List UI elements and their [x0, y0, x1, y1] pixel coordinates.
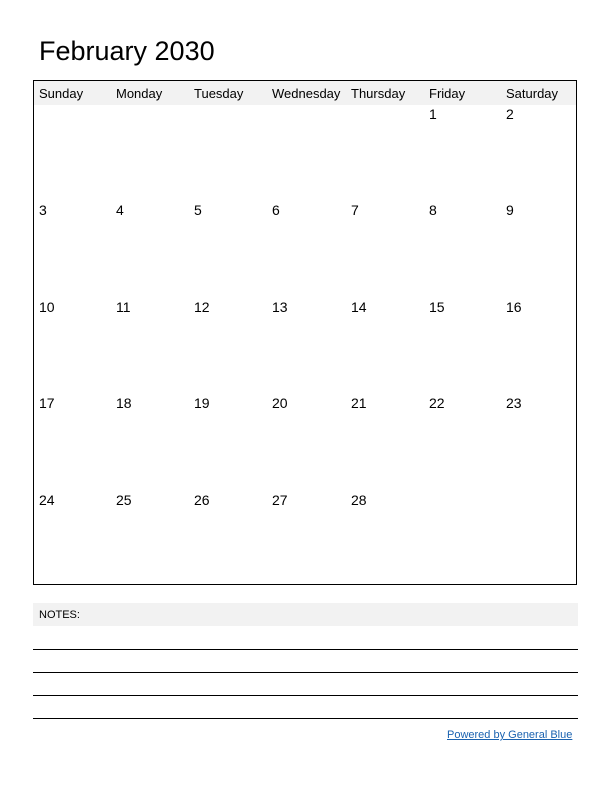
date-cell: 26 [194, 492, 210, 508]
date-cell: 19 [194, 395, 210, 411]
date-cell: 15 [429, 299, 445, 315]
page-title: February 2030 [39, 36, 215, 66]
date-cell: 22 [429, 395, 445, 411]
note-line [33, 695, 578, 696]
date-cell: 25 [116, 492, 132, 508]
weekday-saturday: Saturday [506, 86, 559, 101]
date-cell: 9 [506, 202, 514, 218]
date-cell: 2 [506, 106, 514, 122]
weekday-wednesday: Wednesday [272, 86, 341, 101]
calendar-grid [33, 80, 577, 585]
date-cell: 24 [39, 492, 55, 508]
date-cell: 16 [506, 299, 522, 315]
date-cell: 14 [351, 299, 367, 315]
date-cell: 11 [116, 299, 131, 315]
date-cell: 8 [429, 202, 437, 218]
note-line [33, 649, 578, 650]
weekday-sunday: Sunday [39, 86, 84, 101]
date-cell: 28 [351, 492, 367, 508]
date-cell: 13 [272, 299, 288, 315]
date-cell: 21 [351, 395, 367, 411]
date-cell: 5 [194, 202, 202, 218]
date-cell: 27 [272, 492, 288, 508]
weekday-monday: Monday [116, 86, 163, 101]
date-cell: 20 [272, 395, 288, 411]
weekday-thursday: Thursday [351, 86, 406, 101]
date-cell: 3 [39, 202, 47, 218]
note-line [33, 672, 578, 673]
date-cell: 17 [39, 395, 55, 411]
date-cell: 1 [429, 106, 437, 122]
notes-header [33, 603, 578, 626]
date-cell: 6 [272, 202, 280, 218]
weekday-header-row [34, 81, 576, 105]
date-cell: 7 [351, 202, 359, 218]
note-line [33, 718, 578, 719]
weekday-tuesday: Tuesday [194, 86, 244, 101]
date-cell: 10 [39, 299, 55, 315]
date-cell: 12 [194, 299, 210, 315]
date-cell: 18 [116, 395, 132, 411]
date-cell: 4 [116, 202, 124, 218]
notes-label: NOTES: [39, 609, 80, 621]
date-cell: 23 [506, 395, 522, 411]
powered-by-link[interactable]: Powered by General Blue [447, 729, 573, 741]
weekday-friday: Friday [429, 86, 466, 101]
